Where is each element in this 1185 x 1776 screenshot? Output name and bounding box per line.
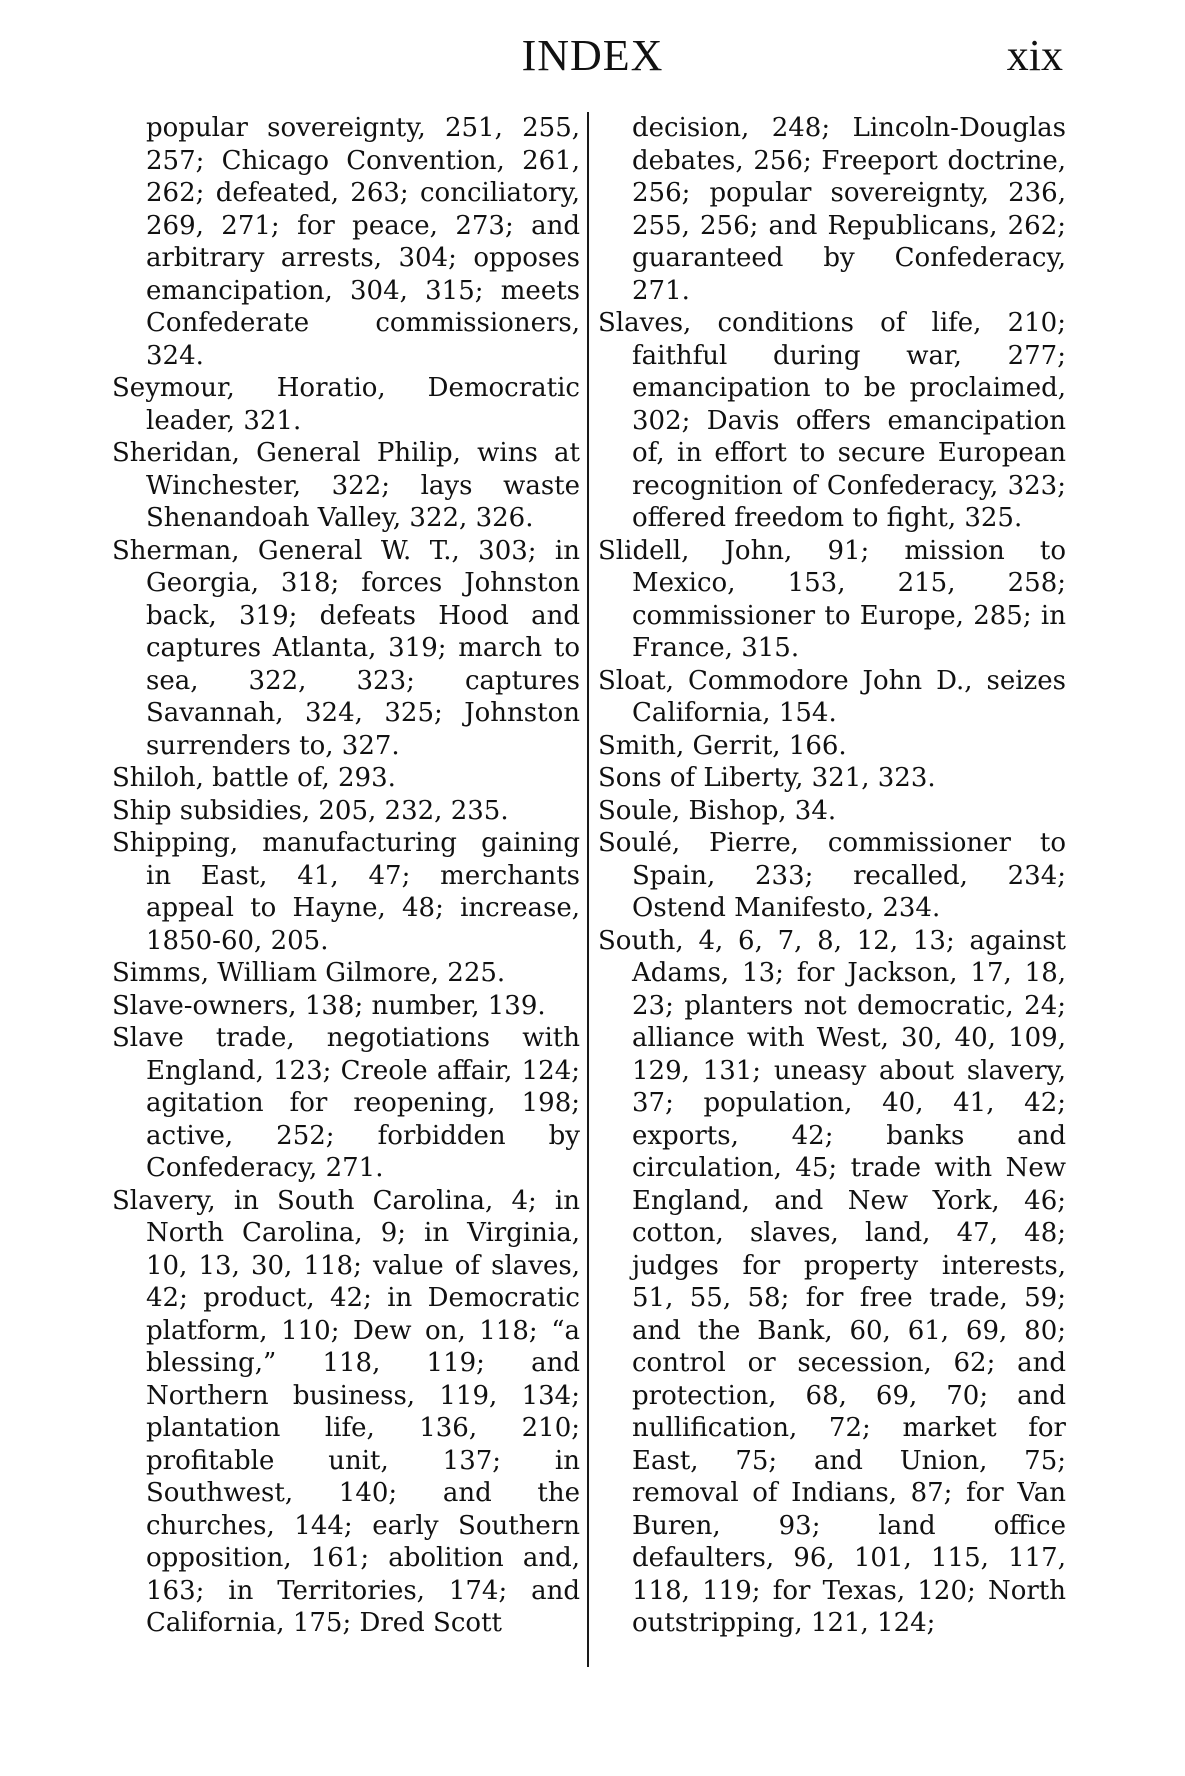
index-entry: Slavery, in South Carolina, 4; in North Carolina, 9; in Virginia, 10, 13, 30, 118; value of slaves, 42; product, 42; in Democratic platform, 110; Dew on, 118; “a blessing,” 118, 119; and Northern business, 119, 134; plantation life, 136, 210; profitable unit, 137; in Southwest, 140; and the churches, 144; early Southern opposition, 161; abolition and, 163; in Territories, 174; and California, 175; Dred Scott	[112, 1185, 580, 1638]
index-entry: South, 4, 6, 7, 8, 12, 13; against Adams, 13; for Jackson, 17, 18, 23; planters not democratic, 24; alliance with West, 30, 40, 109, 129, 131; uneasy about slavery, 37; population, 40, 41, 42; exports, 42; banks and circulation, 45; trade with New England, and New York, 46; cotton, slaves, land, 47, 48; judges for property interests, 51, 55, 58; for free trade, 59; and the Bank, 60, 61, 69, 80; control or secession, 62; and protection, 68, 69, 70; and nullification, 72; market for East, 75; and Union, 75; removal of Indians, 87; for Van Buren, 93; land office defaulters, 96, 101, 115, 117, 118, 119; for Texas, 120; North outstripping, 121, 124;	[598, 925, 1066, 1638]
index-column-left	[112, 112, 580, 1640]
index-entry: Simms, William Gilmore, 225.	[112, 958, 506, 988]
index-entry: Shiloh, battle of, 293.	[112, 763, 396, 793]
index-entry: Seymour, Horatio, Democratic leader, 321.	[112, 373, 580, 436]
index-entry: Slave trade, negotiations with England, 123; Creole affair, 124; agitation for reopening, 198; active, 252; forbidden by Confederacy, 271.	[112, 1023, 580, 1183]
index-entry: Sloat, Commodore John D., seizes California, 154.	[598, 665, 1066, 728]
page-number: xix	[1006, 31, 1063, 80]
index-entry: Ship subsidies, 205, 232, 235.	[112, 795, 509, 826]
index-entry: Slidell, John, 91; mission to Mexico, 153, 215, 258; commissioner to Europe, 285; in France, 315.	[598, 535, 1066, 663]
index-entry: decision, 248; Lincoln-Douglas debates, 256; Freeport doctrine, 256; popular sovereignty, 236, 255, 256; and Republicans, 262; guaranteed by Confederacy, 271.	[632, 113, 1066, 306]
index-entry: popular sovereignty, 251, 255, 257; Chicago Convention, 261, 262; defeated, 263; conciliatory, 269, 271; for peace, 273; and arbitrary arrests, 304; opposes emancipation, 304, 315; meets Confederate commissioners, 324.	[146, 113, 580, 371]
index-entry: Soule, Bishop, 34.	[598, 795, 837, 826]
page-header	[0, 30, 1185, 86]
index-entry: Slaves, conditions of life, 210; faithful during war, 277; emancipation to be proclaimed, 302; Davis offers emancipation of, in effort to secure European recognition of Confederacy, 323; offered freedom to fight, 325.	[598, 308, 1066, 533]
index-entry: Sons of Liberty, 321, 323.	[598, 763, 936, 793]
index-entry: Sherman, General W. T., 303; in Georgia, 318; forces Johnston back, 319; defeats Hood and captures Atlanta, 319; march to sea, 322, 323; captures Savannah, 324, 325; Johnston surrenders to, 327.	[112, 535, 580, 761]
index-entry: Sheridan, General Philip, wins at Winchester, 322; lays waste Shenandoah Valley, 322, 326.	[112, 438, 580, 533]
index-column-right	[598, 112, 1066, 1640]
index-entry: Smith, Gerrit, 166.	[598, 730, 847, 761]
index-entry: Slave-owners, 138; number, 139.	[112, 990, 546, 1021]
index-entry: Soulé, Pierre, commissioner to Spain, 233; recalled, 234; Ostend Manifesto, 234.	[598, 828, 1066, 923]
column-divider	[587, 112, 589, 1667]
index-entry: Shipping, manufacturing gaining in East, 41, 47; merchants appeal to Hayne, 48; increase, 1850-60, 205.	[112, 828, 580, 956]
page-title: INDEX	[521, 31, 664, 80]
